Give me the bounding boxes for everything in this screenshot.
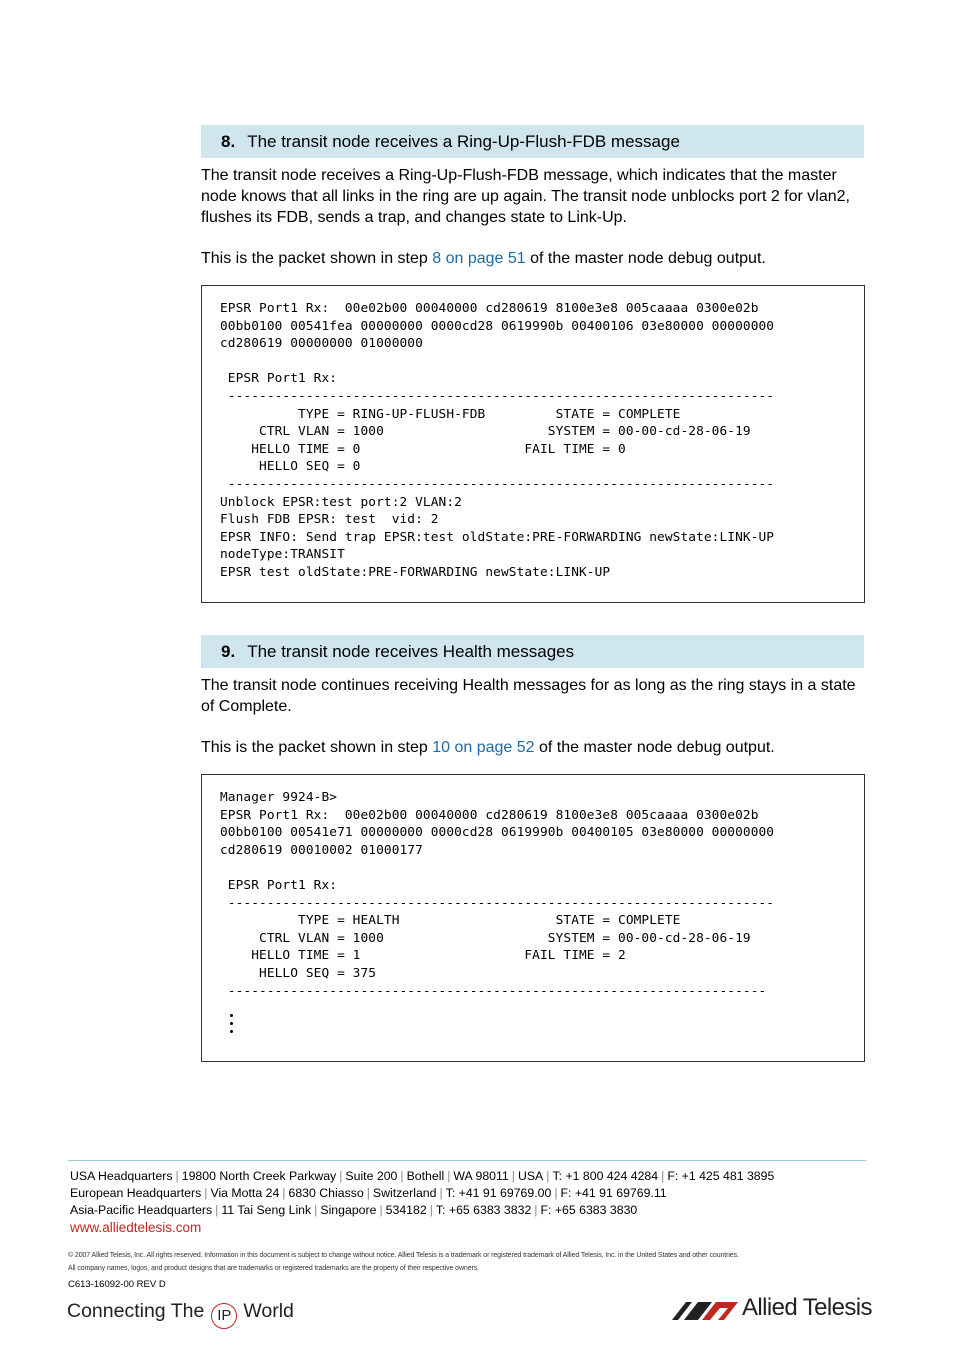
section-8-ref-after: of the master node debug output. [525, 250, 766, 267]
tagline-before: Connecting The [67, 1300, 205, 1322]
trademark-notice: All company names, logos, and product designs that are trademarks or registered trademarks are the property of their respective owners. [68, 1265, 479, 1272]
section-9-ref-after: of the master node debug output. [534, 739, 775, 756]
footer-europe-address: European Headquarters | Via Motta 24 | 6830 Chiasso | Switzerland | T: +41 91 69769.00 | F: +41 91 69769.11 [70, 1186, 667, 1200]
document-id: C613-16092-00 REV D [68, 1279, 166, 1290]
section-9-paragraph: The transit node continues receiving Health messages for as long as the ring stays in a state of Complete. [201, 677, 856, 715]
section-9-reference [201, 737, 863, 758]
section-9-ref-before: This is the packet shown in step [201, 739, 433, 756]
section-8-heading [201, 125, 864, 158]
footer-divider [68, 1160, 866, 1161]
website-link[interactable]: www.alliedtelesis.com [70, 1220, 202, 1235]
copyright-notice: © 2007 Allied Telesis, Inc. All rights reserved. Information in this document is subject to change without notice. Allied Telesis is a trademark or registered trademark of Allied Telesis, Inc. in the United States and other countries. [68, 1252, 739, 1259]
section-8-debug-output: EPSR Port1 Rx: 00e02b00 00040000 cd280619 8100e3e8 005caaaa 0300e02b 00bb0100 00541fea 00000000 0000cd28 0619990b 00400106 03e80000 00000000 cd280619 00000000 01000000 EPSR Port1 Rx: ---------------------------------------------------------------------- TYPE = RING-UP-FLUSH-FDB STATE = COMPLETE CTRL VLAN = 1000 SYSTEM = 00-00-cd-28-06-19 HELLO TIME = 0 FAIL TIME = 0 HELLO SEQ = 0 ---------------------------------------------------------------------- Unblock EPSR:test port:2 VLAN:2 Flush FDB EPSR: test vid: 2 EPSR INFO: Send trap EPSR:test oldState:PRE-FORWARDING newState:LINK-UP nodeType:TRANSIT EPSR test oldState:PRE-FORWARDING newState:LINK-UP [220, 301, 775, 580]
section-9-code-box [201, 774, 865, 1062]
section-9-heading [201, 635, 864, 668]
section-9-title: The transit node receives Health messages [247, 642, 575, 661]
allied-telesis-logo-icon [672, 1296, 742, 1326]
tagline [67, 1300, 294, 1329]
section-9-number: 9. [221, 642, 236, 661]
step-10-page-52-link[interactable]: 10 on page 52 [432, 739, 535, 756]
section-8-ref-before: This is the packet shown in step [201, 250, 433, 267]
section-8-code-box [201, 285, 865, 603]
step-8-page-51-link[interactable]: 8 on page 51 [432, 250, 526, 267]
section-8-title: The transit node receives a Ring-Up-Flush-FDB message [247, 132, 680, 151]
allied-telesis-wordmark: Allied Telesis [742, 1294, 872, 1321]
footer-usa-address: USA Headquarters | 19800 North Creek Parkway | Suite 200 | Bothell | WA 98011 | USA | T: +1 800 424 4284 | F: +1 425 481 3895 [70, 1169, 775, 1183]
ip-circle-icon: IP [211, 1303, 237, 1329]
footer-asia-address: Asia-Pacific Headquarters | 11 Tai Seng Link | Singapore | 534182 | T: +65 6383 3832 | F: +65 6383 3830 [70, 1203, 638, 1217]
section-8-number: 8. [221, 132, 236, 151]
section-9-debug-output: Manager 9924-B> EPSR Port1 Rx: 00e02b00 00040000 cd280619 8100e3e8 005caaaa 0300e02b 00bb0100 00541e71 00000000 0000cd28 0619990b 00400105 03e80000 00000000 cd280619 00010002 01000177 EPSR Port1 Rx: ---------------------------------------------------------------------- TYPE = HEALTH STATE = COMPLETE CTRL VLAN = 1000 SYSTEM = 00-00-cd-28-06-19 HELLO TIME = 1 FAIL TIME = 2 HELLO SEQ = 375 --------------------------------------------------------------------- [220, 790, 775, 999]
section-8-reference [201, 248, 863, 269]
section-8-paragraph: The transit node receives a Ring-Up-Flush-FDB message, which indicates that the master node knows that all links in the ring are up again. The transit node unblocks port 2 for vlan2, flushes its FDB, sends a trap, and changes state to Link-Up. [201, 167, 850, 226]
tagline-after: World [243, 1300, 294, 1322]
vertical-ellipsis-icon [230, 1014, 234, 1038]
